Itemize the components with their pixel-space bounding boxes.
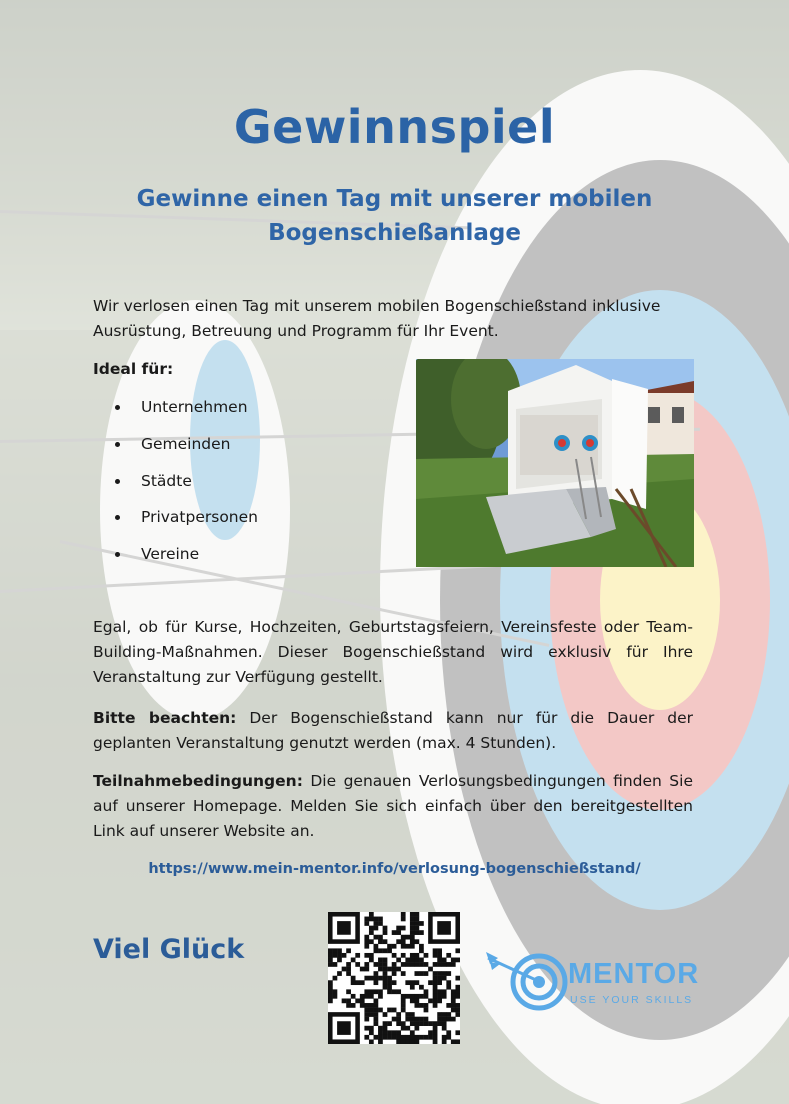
page-title: Gewinnspiel <box>233 100 556 154</box>
list-item: Städte <box>115 468 258 505</box>
good-luck-text: Viel Glück <box>93 934 245 965</box>
trailer-photo-illustration <box>416 359 694 567</box>
usage-paragraph: Egal, ob für Kurse, Hochzeiten, Geburtstagsfeiern, Vereinsfeste oder Team-Building-Maßnahmen. Dieser Bogenschießstand wird exklusiv für Ihre Veranstaltung zur Verfügung gestellt. <box>93 618 693 686</box>
mentor-logo <box>484 948 698 1018</box>
qr-code[interactable] <box>328 912 460 1044</box>
list-item: Privatpersonen <box>115 504 258 541</box>
mentor-logo-tagline: USE YOUR SKILLS <box>570 994 694 1006</box>
note-label: Bitte beachten: <box>93 709 237 727</box>
intro-paragraph: Wir verlosen einen Tag mit unserem mobilen Bogenschießstand inklusive Ausrüstung, Betreuung und Programm für Ihr Event. <box>93 297 661 340</box>
list-item: Vereine <box>115 541 258 578</box>
mentor-logo-name: MENTOR <box>568 958 700 990</box>
ideal-for-label: Ideal für: <box>93 360 174 378</box>
list-item: Gemeinden <box>115 431 258 468</box>
conditions-label: Teilnahmebedingungen: <box>93 772 303 790</box>
page-subtitle: Gewinne einen Tag mit unserer mobilen Bogenschießanlage <box>136 186 653 246</box>
note-text: Der Bogenschießstand kann nur für die Dauer der geplanten Veranstaltung genutzt werden (max. 4 Stunden). <box>93 709 693 752</box>
list-item: Unternehmen <box>115 394 258 431</box>
raffle-link[interactable]: https://www.mein-mentor.info/verlosung-bogenschießstand/ <box>148 861 641 877</box>
note-paragraph <box>93 706 693 756</box>
conditions-text: Die genauen Verlosungsbedingungen finden Sie auf unserer Homepage. Melden Sie sich einfach über den bereitgestellten Link auf unserer Website an. <box>93 772 693 840</box>
qr-code-graphic <box>328 912 460 1044</box>
ideal-for-list <box>115 394 258 578</box>
archery-trailer-photo <box>416 359 694 567</box>
conditions-paragraph <box>93 769 693 844</box>
